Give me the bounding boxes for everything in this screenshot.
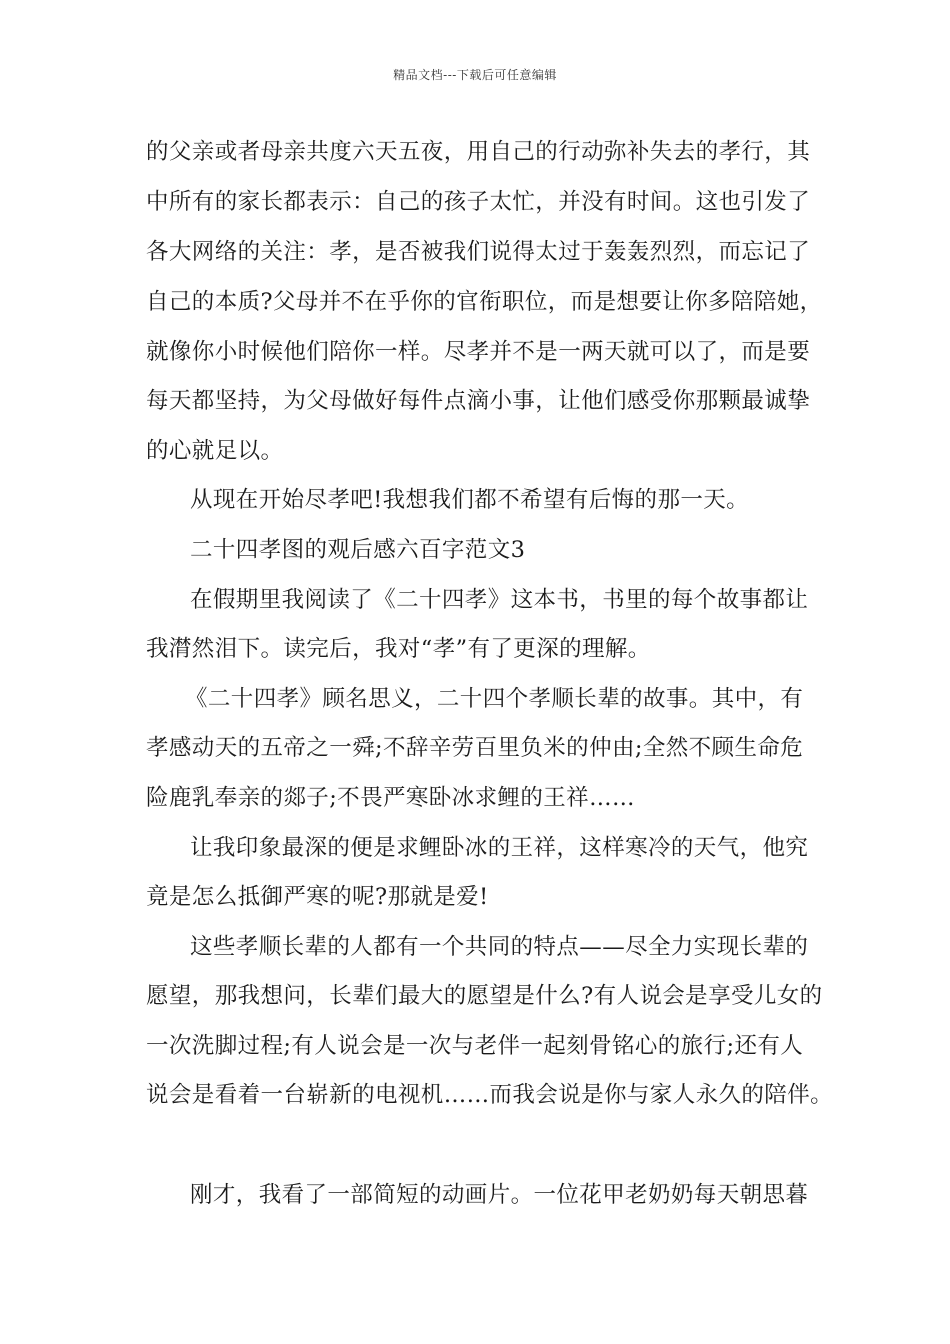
text-line: 就像你小时候他们陪你一样。尽孝并不是一两天就可以了，而是要 (146, 339, 811, 365)
text-line: 险鹿乳奉亲的郯子;不畏严寒卧冰求鲤的王祥…… (146, 785, 635, 811)
text-line: 说会是看着一台崭新的电视机……而我会说是你与家人永久的陪伴。 (146, 1082, 834, 1108)
section-heading: 二十四孝图的观后感六百字范文3 (190, 537, 526, 563)
text-line: 的心就足以。 (146, 438, 284, 464)
text-line: 我潸然泪下。读完后，我对“孝”有了更深的理解。 (146, 636, 651, 662)
text-line: 竟是怎么抵御严寒的呢?那就是爱! (146, 884, 489, 910)
text-line: 让我印象最深的便是求鲤卧冰的王祥，这样寒冷的天气，他究 (190, 835, 809, 861)
text-line: 每天都坚持，为父母做好每件点滴小事，让他们感受你那颗最诚挚 (146, 388, 811, 414)
text-line: 刚才，我看了一部简短的动画片。一位花甲老奶奶每天朝思暮 (190, 1182, 809, 1208)
text-line: 这些孝顺长辈的人都有一个共同的特点——尽全力实现长辈的 (190, 934, 809, 960)
text-line: 从现在开始尽孝吧!我想我们都不希望有后悔的那一天。 (190, 487, 750, 513)
text-line: 各大网络的关注：孝，是否被我们说得太过于轰轰烈烈，而忘记了 (146, 239, 811, 265)
page-header: 精品文档---下载后可任意编辑 (393, 68, 557, 82)
text-line: 的父亲或者母亲共度六天五夜，用自己的行动弥补失去的孝行，其 (146, 139, 811, 165)
text-line: 自己的本质?父母并不在乎你的官衔职位，而是想要让你多陪陪她， (146, 289, 823, 315)
text-line: 中所有的家长都表示：自己的孩子太忙，并没有时间。这也引发了 (146, 189, 811, 215)
text-line: 愿望，那我想问，长辈们最大的愿望是什么?有人说会是享受儿女的 (146, 983, 823, 1009)
text-line: 在假期里我阅读了《二十四孝》这本书，书里的每个故事都让 (190, 587, 809, 613)
text-line: 孝感动天的五帝之一舜;不辞辛劳百里负米的仲由;全然不顾生命危 (146, 735, 804, 761)
text-line: 一次洗脚过程;有人说会是一次与老伴一起刻骨铭心的旅行;还有人 (146, 1033, 804, 1059)
text-line: 《二十四孝》顾名思义，二十四个孝顺长辈的故事。其中，有 (185, 686, 804, 712)
